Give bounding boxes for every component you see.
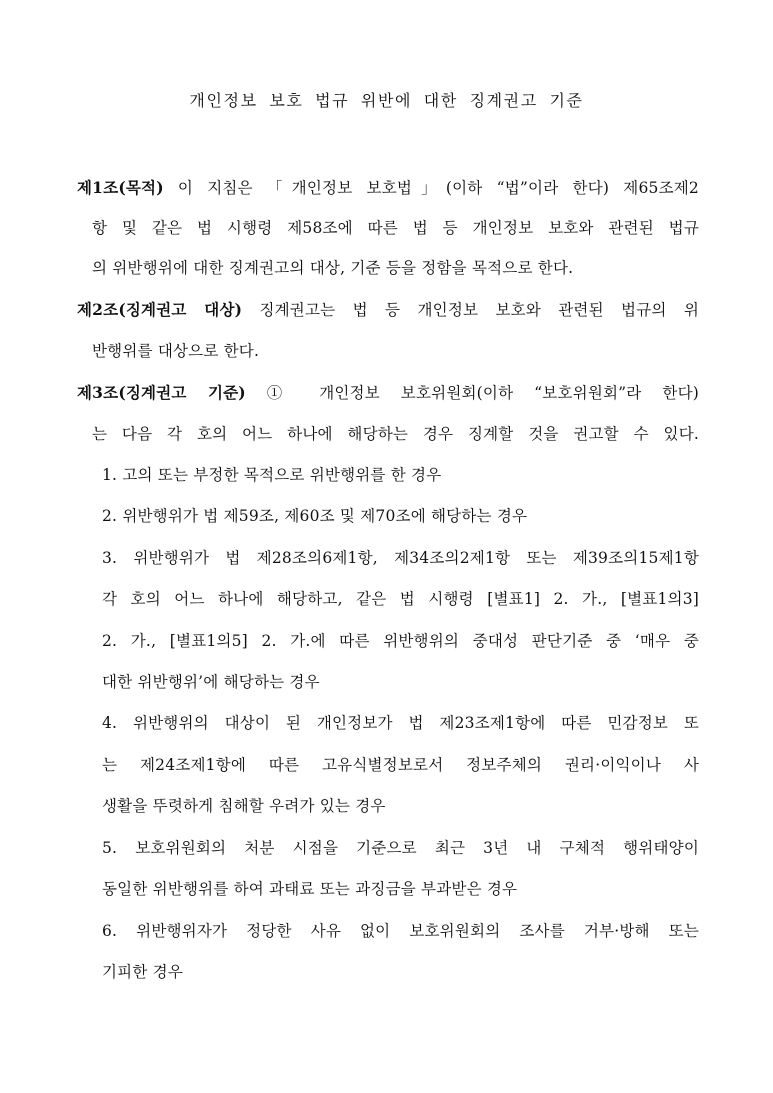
article-2-text: 징계권고는 법 등 개인정보 보호와 관련된 법규의 위 (242, 301, 699, 319)
item-3-line-1: 3. 위반행위가 법 제28조의6제1항, 제34조의2제1항 또는 제39조의15제1항 (102, 549, 699, 567)
item-4-line-1: 4. 위반행위의 대상이 된 개인정보가 법 제23조제1항에 따른 민감정보 또 (102, 714, 699, 732)
article-3-heading: 제3조(징계권고 기준) (77, 383, 246, 402)
item-3-line-3: 2. 가., [별표1의5] 2. 가.에 따른 위반행위의 중대성 판단기준 중 ‘매우 중 (102, 632, 699, 650)
item-4-line-2: 는 제24조제1항에 따른 고유식별정보로서 정보주체의 권리·이익이나 사 (102, 756, 699, 774)
article-2-heading: 제2조(징계권고 대상) (77, 300, 243, 319)
item-5-line-1: 5. 보호위원회의 처분 시점을 기준으로 최근 3년 내 구체적 행위태양이 (102, 839, 699, 857)
item-4-line-3: 생활을 뚜렷하게 침해할 우려가 있는 경우 (102, 797, 386, 815)
item-3-line-2: 각 호의 어느 하나에 해당하고, 같은 법 시행령 [별표1] 2. 가., [별표1의3] (102, 590, 699, 608)
article-1-line-2: 항 및 같은 법 시행령 제58조에 따른 법 등 개인정보 보호와 관련된 법규 (92, 219, 699, 237)
article-1-line-3: 의 위반행위에 대한 징계권고의 대상, 기준 등을 정함을 목적으로 한다. (92, 259, 574, 277)
article-3-text: ① 개인정보 보호위원회(이하 “보호위원회”라 한다) (245, 384, 699, 402)
item-6-line-1: 6. 위반행위자가 정당한 사유 없이 보호위원회의 조사를 거부·방해 또는 (102, 922, 699, 940)
article-3-line-1 (77, 381, 699, 405)
document-title: 개인정보 보호 법규 위반에 대한 징계권고 기준 (189, 91, 584, 110)
article-3-line-2: 는 다음 각 호의 어느 하나에 해당하는 경우 징계할 것을 권고할 수 있다. (92, 425, 699, 443)
article-1-line-1 (77, 176, 699, 200)
article-2-line-1 (77, 298, 699, 322)
article-1-heading: 제1조(목적) (77, 178, 164, 197)
item-2: 2. 위반행위가 법 제59조, 제60조 및 제70조에 해당하는 경우 (102, 507, 528, 525)
item-5-line-2: 동일한 위반행위를 하여 과태료 또는 과징금을 부과받은 경우 (102, 880, 518, 898)
article-1-text: 이 지침은 「개인정보 보호법」(이하 “법”이라 한다) 제65조제2 (163, 179, 699, 197)
item-3-line-4: 대한 위반행위’에 해당하는 경우 (102, 673, 320, 691)
item-1: 1. 고의 또는 부정한 목적으로 위반행위를 한 경우 (102, 466, 442, 484)
item-6-line-2: 기피한 경우 (102, 963, 183, 981)
article-2-line-2: 반행위를 대상으로 한다. (92, 342, 260, 360)
